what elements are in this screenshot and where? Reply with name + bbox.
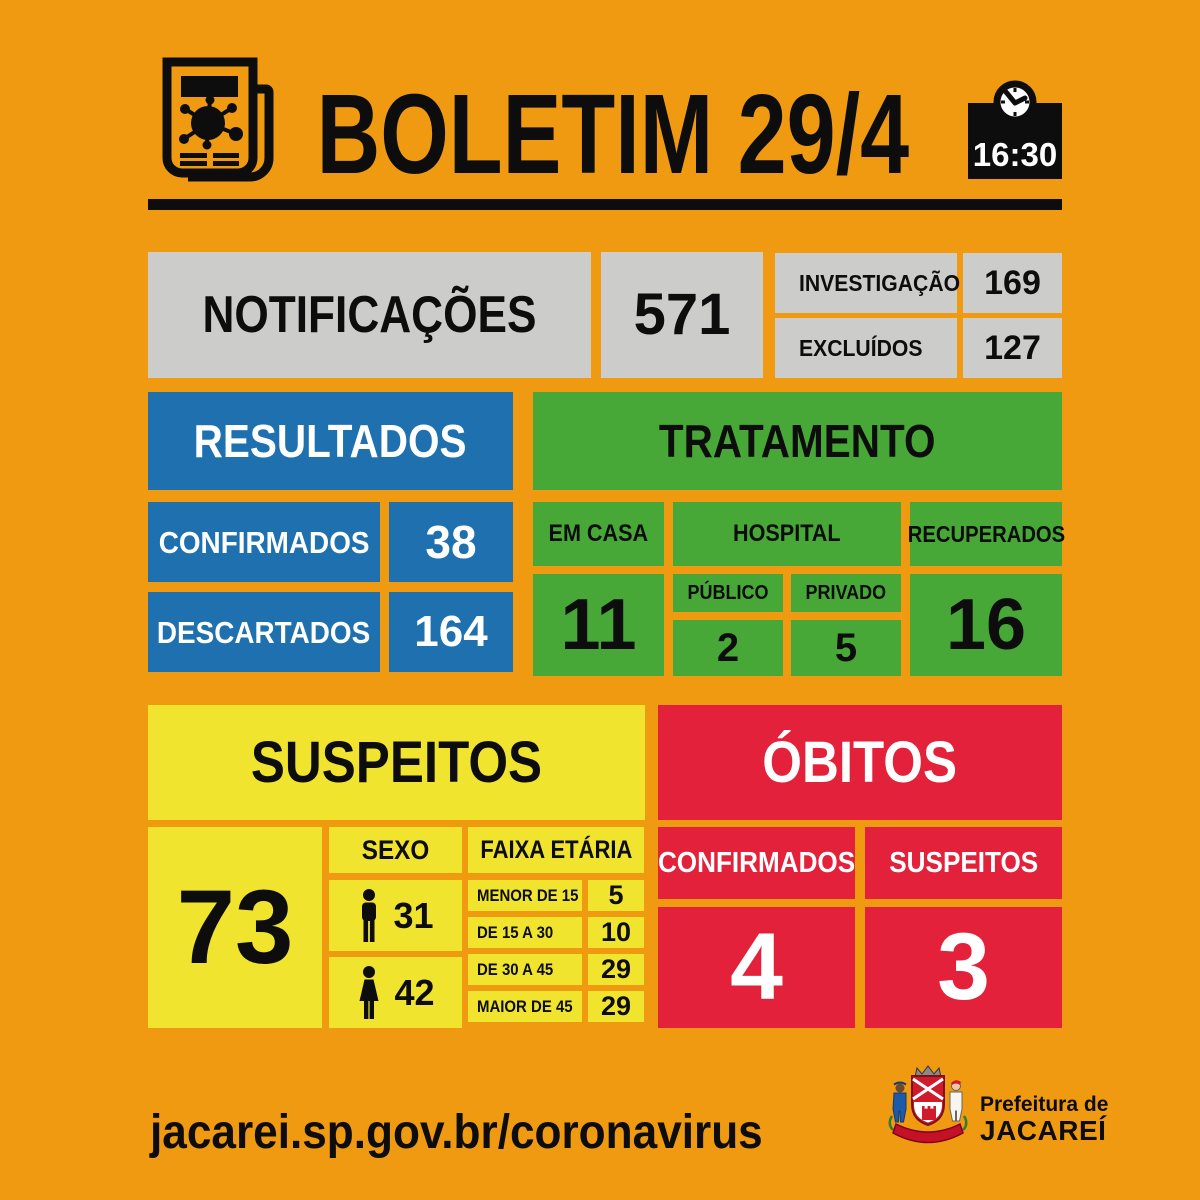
excluded-value: 127 <box>963 318 1062 378</box>
suspects-total: 73 <box>148 827 322 1028</box>
treatment-recovered-value: 16 <box>910 574 1062 676</box>
footer-org-line1: Prefeitura de <box>980 1093 1109 1116</box>
deaths-title: ÓBITOS <box>658 705 1062 820</box>
results-confirmed-value: 38 <box>389 502 513 582</box>
sex-male-row <box>329 880 462 951</box>
treatment-public-label: PÚBLICO <box>673 574 783 612</box>
treatment-home-label: EM CASA <box>533 502 664 566</box>
page-title: BOLETIM 29/4 <box>316 70 910 197</box>
age-row-label: DE 30 A 45 <box>468 954 582 985</box>
sex-female-row <box>329 957 462 1028</box>
investigation-label: INVESTIGAÇÃO <box>775 253 957 313</box>
treatment-recovered-label: RECUPERADOS <box>910 502 1062 566</box>
treatment-title: TRATAMENTO <box>533 392 1062 490</box>
age-range-label: FAIXA ETÁRIA <box>468 827 644 873</box>
treatment-home-value: 11 <box>533 574 664 676</box>
age-row-label: MAIOR DE 45 <box>468 991 582 1022</box>
jacarei-coat-of-arms-icon <box>884 1064 972 1150</box>
results-confirmed-label: CONFIRMADOS <box>148 502 380 582</box>
deaths-suspects-label: SUSPEITOS <box>865 827 1062 899</box>
treatment-private-label: PRIVADO <box>791 574 901 612</box>
results-discarded-value: 164 <box>389 592 513 672</box>
deaths-suspects-value: 3 <box>865 907 1062 1028</box>
results-discarded-label: DESCARTADOS <box>148 592 380 672</box>
age-row-value: 10 <box>588 917 644 948</box>
sex-label: SEXO <box>329 827 462 873</box>
male-value: 31 <box>393 894 434 936</box>
male-icon <box>357 889 381 943</box>
footer-org <box>980 1093 1109 1150</box>
age-row-value: 5 <box>588 880 644 911</box>
excluded-label: EXCLUÍDOS <box>775 318 957 378</box>
deaths-confirmed-value: 4 <box>658 907 855 1028</box>
treatment-hospital-label: HOSPITAL <box>673 502 901 566</box>
results-title: RESULTADOS <box>148 392 513 490</box>
age-row-label: MENOR DE 15 <box>468 880 582 911</box>
investigation-value: 169 <box>963 253 1062 313</box>
time-value: 16:30 <box>972 136 1058 173</box>
age-row-value: 29 <box>588 954 644 985</box>
female-value: 42 <box>394 971 435 1013</box>
newspaper-virus-icon <box>150 55 280 190</box>
notifications-value: 571 <box>601 252 763 378</box>
treatment-private-value: 5 <box>791 620 901 676</box>
age-row-label: DE 15 A 30 <box>468 917 582 948</box>
header-divider <box>148 199 1062 210</box>
female-icon <box>356 966 382 1020</box>
footer-org-line2: JACAREÍ <box>980 1115 1107 1146</box>
footer-url: jacarei.sp.gov.br/coronavirus <box>150 1106 763 1159</box>
age-row-value: 29 <box>588 991 644 1022</box>
treatment-public-value: 2 <box>673 620 783 676</box>
notifications-label: NOTIFICAÇÕES <box>148 252 591 378</box>
suspects-title: SUSPEITOS <box>148 705 645 820</box>
clock-icon <box>991 78 1039 126</box>
deaths-confirmed-label: CONFIRMADOS <box>658 827 855 899</box>
